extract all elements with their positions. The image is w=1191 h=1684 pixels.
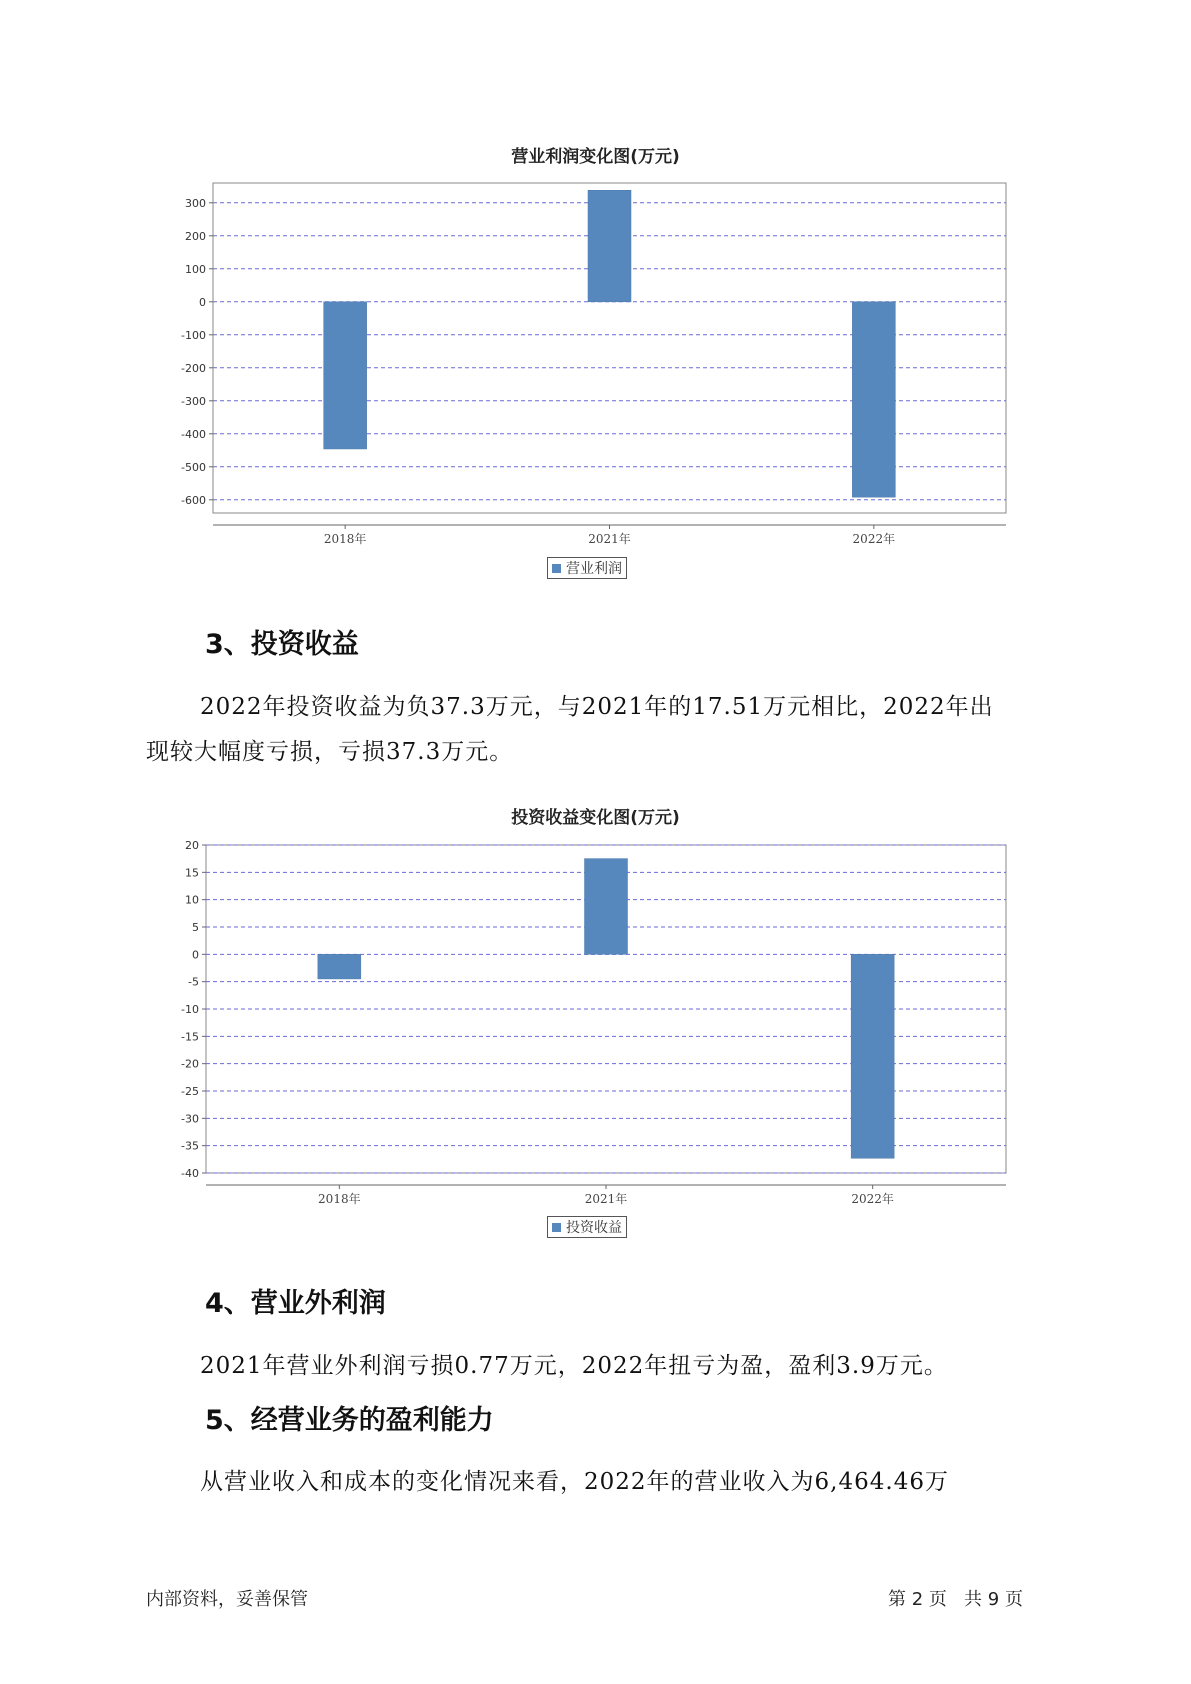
bar-2018年	[324, 302, 367, 449]
y-tick-label: 20	[185, 839, 199, 852]
y-tick-label: 300	[185, 196, 206, 210]
x-tick-label: 2018年	[318, 1192, 361, 1206]
x-tick-label: 2022年	[852, 532, 896, 546]
y-tick-label: 100	[185, 262, 206, 276]
y-tick-label: 10	[185, 893, 199, 907]
footer-page-number: 第 2 页 共 9 页	[888, 1589, 1023, 1610]
x-tick-label: 2021年	[584, 1192, 628, 1206]
x-tick-label: 2022年	[851, 1192, 894, 1206]
legend-swatch	[552, 564, 561, 573]
x-tick-label: 2018年	[323, 532, 367, 546]
section4-heading: 4、营业外利润	[205, 1288, 386, 1319]
bar-2018年	[318, 954, 361, 979]
y-tick-label: -400	[181, 427, 206, 441]
bar-2021年	[588, 190, 631, 302]
y-tick-label: -25	[181, 1085, 199, 1098]
y-tick-label: -35	[181, 1139, 199, 1153]
chart2-legend	[547, 1216, 627, 1238]
chart2-title: 投资收益变化图(万元)	[511, 808, 680, 828]
y-tick-label: -15	[181, 1030, 199, 1044]
section3-line2: 现较大幅度亏损，亏损37.3万元。	[146, 739, 514, 765]
chart2-legend-label: 投资收益	[566, 1220, 622, 1236]
y-tick-label: -300	[181, 394, 206, 408]
chart1-title: 营业利润变化图(万元)	[511, 147, 680, 167]
section3-line1: 2022年投资收益为负37.3万元，与2021年的17.51万元相比，2022年出	[200, 694, 994, 720]
y-tick-label: 5	[192, 921, 199, 934]
y-tick-label: -30	[181, 1112, 199, 1126]
y-tick-label: -40	[181, 1167, 199, 1180]
x-tick-label: 2021年	[588, 532, 631, 546]
section5-line1: 从营业收入和成本的变化情况来看，2022年的营业收入为6,464.46万	[200, 1469, 949, 1495]
y-tick-label: 0	[199, 295, 206, 309]
bar-2022年	[852, 302, 895, 497]
y-tick-label: -10	[181, 1003, 199, 1016]
investment-income-chart	[0, 780, 1191, 1206]
bar-2022年	[851, 954, 894, 1158]
operating-profit-chart	[0, 0, 1191, 546]
y-tick-label: -600	[181, 493, 206, 507]
y-tick-label: -500	[181, 460, 206, 474]
y-tick-label: 0	[192, 948, 199, 962]
section5-heading: 5、经营业务的盈利能力	[205, 1405, 494, 1436]
y-tick-label: 15	[185, 866, 199, 880]
legend-swatch	[552, 1223, 561, 1232]
y-tick-label: -200	[181, 361, 206, 375]
footer-confidential: 内部资料，妥善保管	[146, 1589, 308, 1610]
y-tick-label: 200	[185, 229, 206, 243]
chart1-legend-label: 营业利润	[566, 561, 622, 577]
y-tick-label: -5	[188, 975, 199, 989]
y-tick-label: -100	[181, 328, 206, 342]
chart1-legend	[547, 557, 627, 579]
y-tick-label: -20	[181, 1057, 199, 1071]
bar-2021年	[585, 859, 628, 955]
section3-heading: 3、投资收益	[205, 629, 359, 660]
section4-line1: 2021年营业外利润亏损0.77万元，2022年扭亏为盈，盈利3.9万元。	[200, 1353, 948, 1379]
